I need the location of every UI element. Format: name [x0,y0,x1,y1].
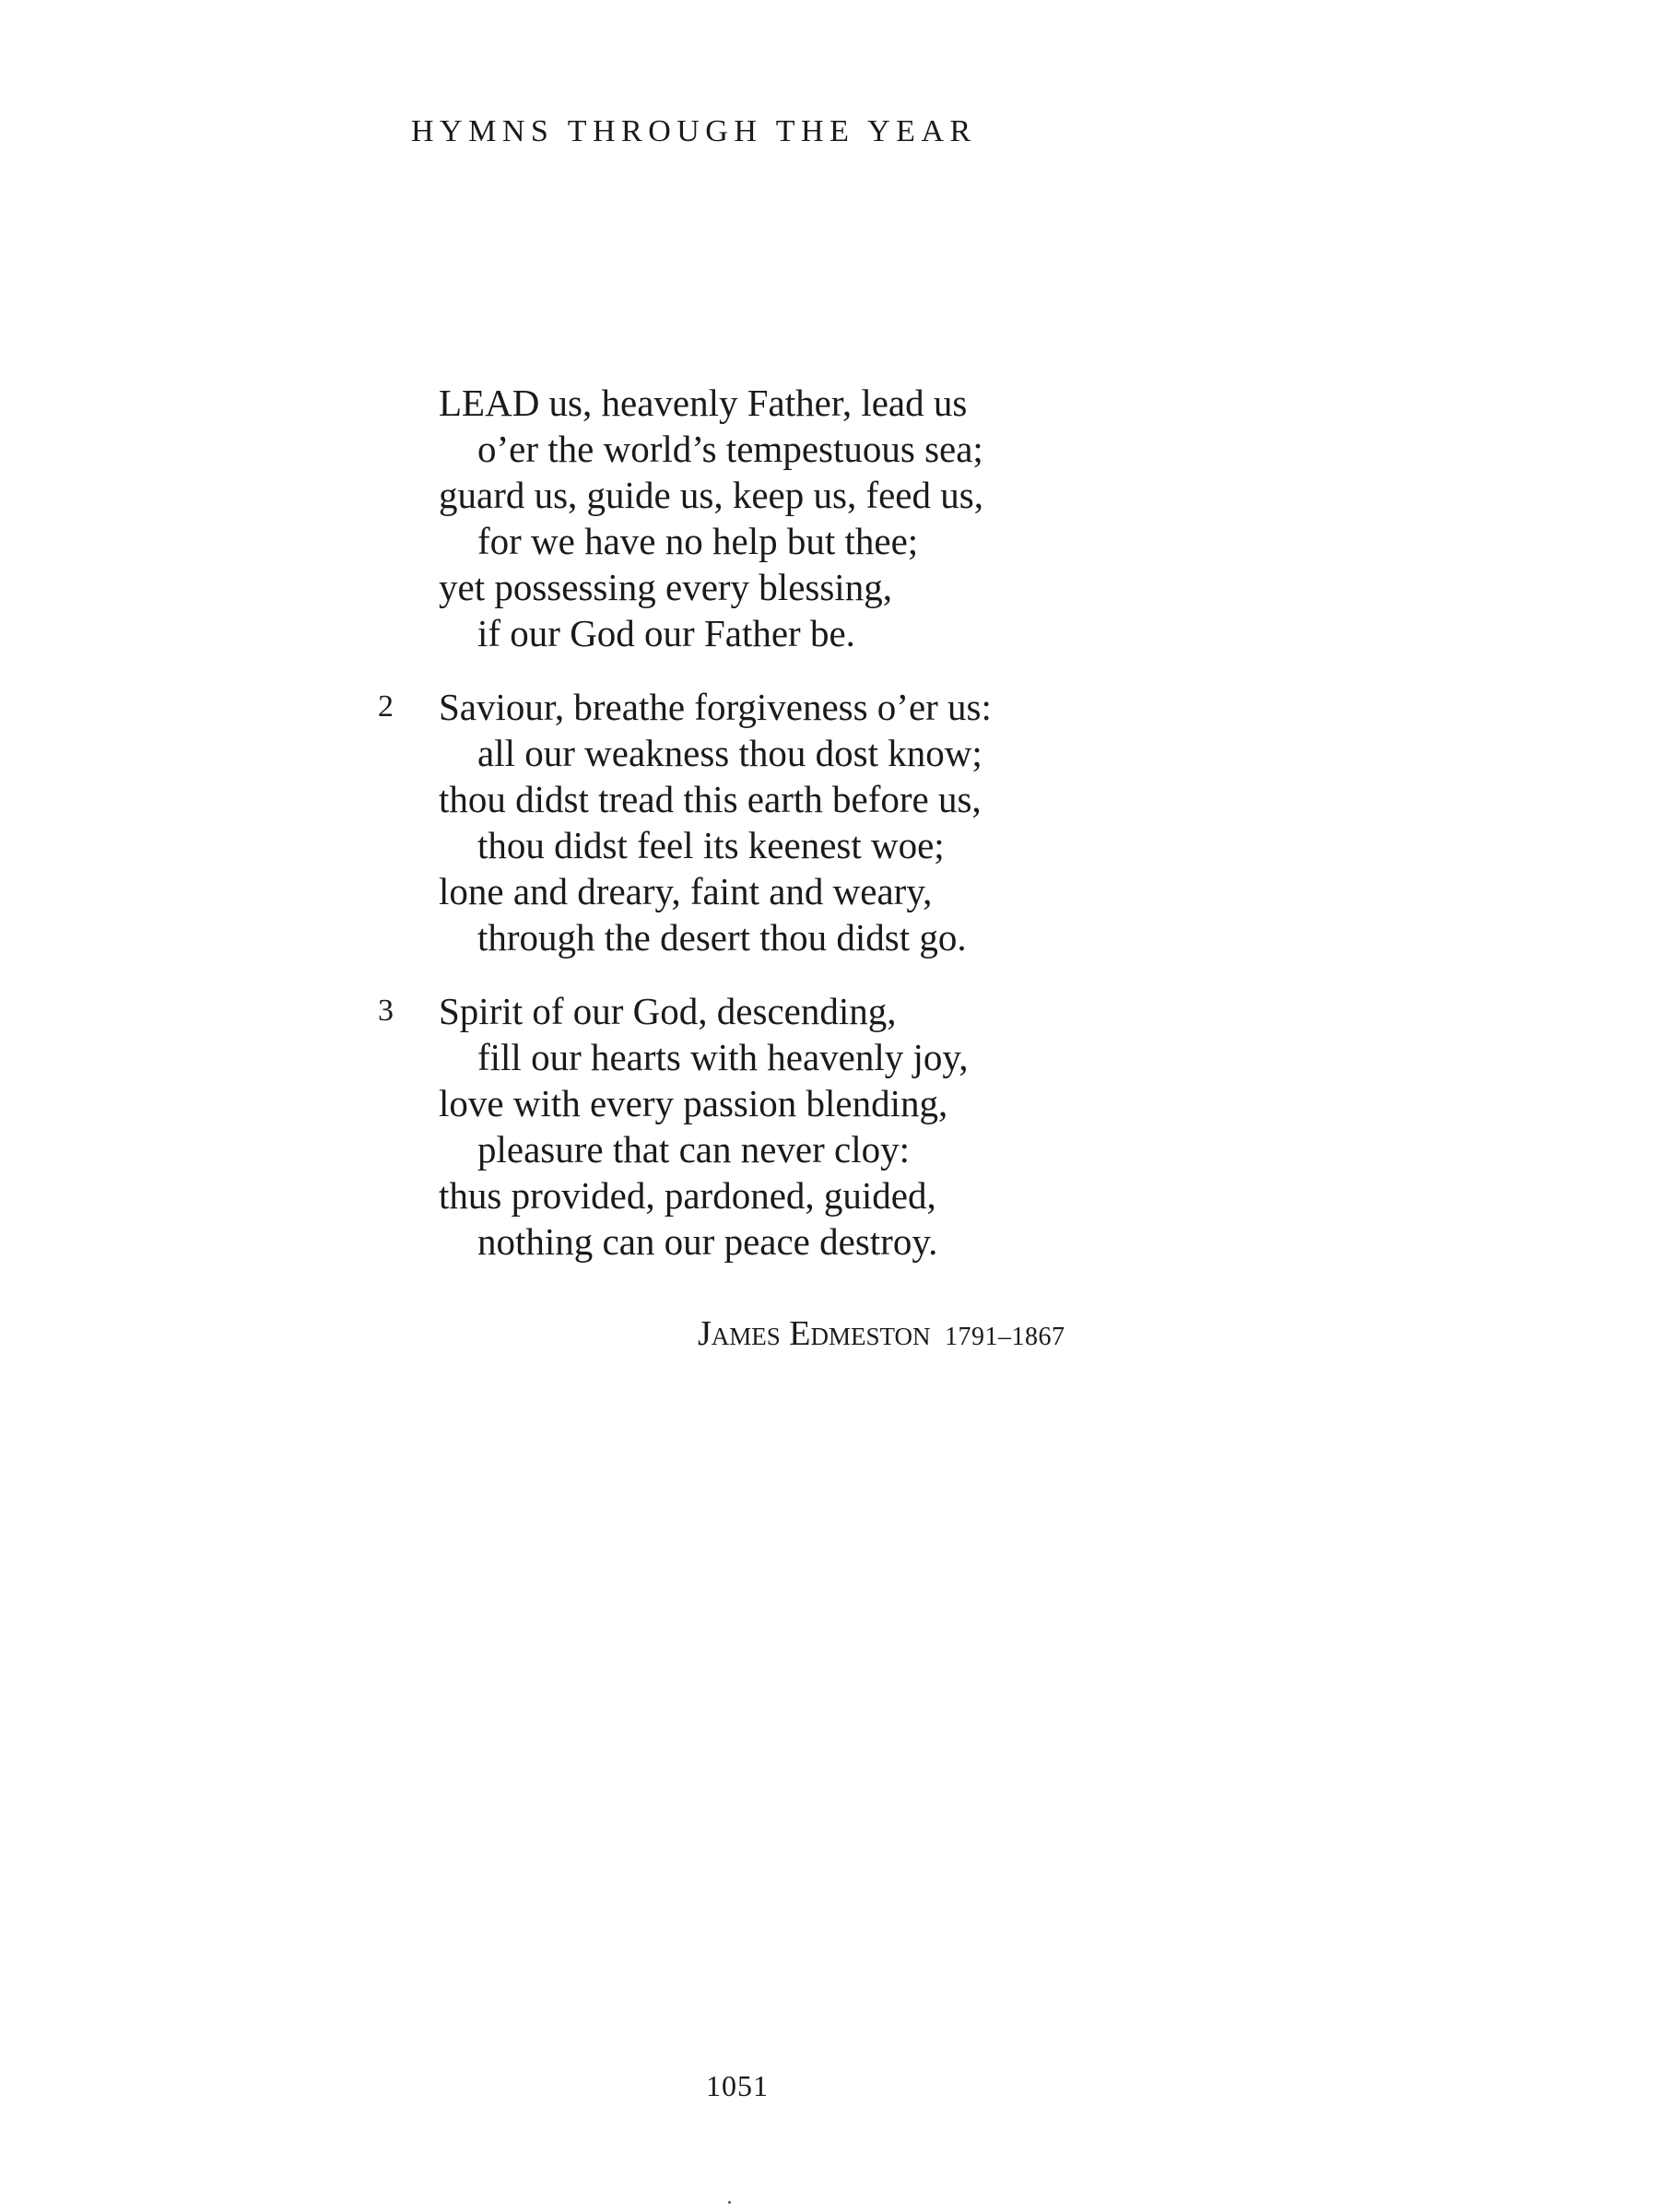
verse-line: if our God our Father be. [477,612,855,654]
verse-line: fill our hearts with heavenly joy, [477,1036,969,1078]
verse-line: for we have no help but thee; [477,520,919,562]
page-number: 1051 [706,2069,769,2102]
verse-2 [0,684,1659,960]
author-attribution [698,1316,1065,1351]
verse-number: 2 [378,689,394,724]
verse-line: Saviour, breathe forgiveness o’er us: [439,686,992,728]
verse-line: love with every passion blending, [439,1082,948,1124]
verse-line: nothing can our peace destroy. [477,1220,938,1263]
verse-line: pleasure that can never cloy: [477,1128,910,1171]
verse-number: 3 [378,994,394,1028]
verse-line: thou didst tread this earth before us, [439,778,982,820]
verse-line: lone and dreary, faint and weary, [439,870,933,912]
verse-line: yet possessing every blessing, [439,566,892,608]
verse-line: all our weakness thou dost know; [477,732,982,774]
verse-3 [0,988,1659,1265]
verse-line: through the desert thou didst go. [477,916,967,959]
hymn-text [0,380,1659,1292]
verse-line: LEAD us, heavenly Father, lead us [439,382,968,424]
verse-line: Spirit of our God, descending, [439,990,897,1032]
author-dates: 1791–1867 [945,1323,1065,1351]
verse-line: thus provided, pardoned, guided, [439,1174,936,1217]
verse-1 [0,380,1659,656]
author-name: James Edmeston [698,1314,931,1353]
verse-line: guard us, guide us, keep us, feed us, [439,474,983,516]
running-title: HYMNS THROUGH THE YEAR [411,114,977,148]
print-speck [728,2201,731,2204]
verse-line: thou didst feel its keenest woe; [477,824,945,866]
verse-line: o’er the world’s tempestuous sea; [477,428,983,470]
